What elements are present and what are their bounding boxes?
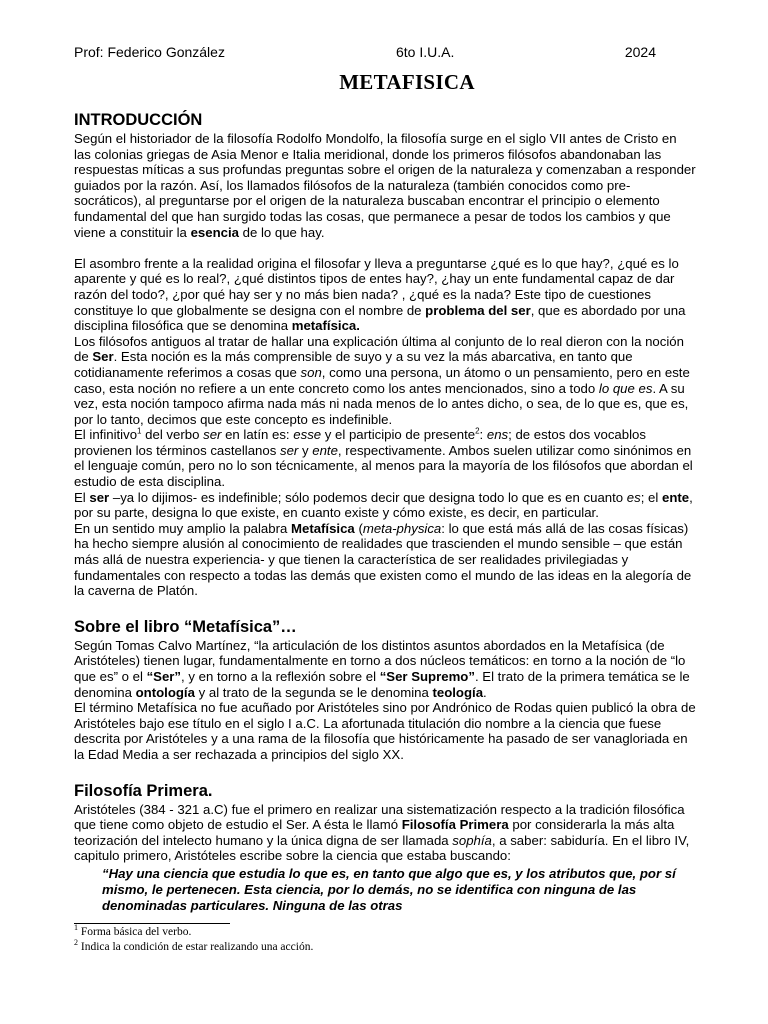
paragraph: El término Metafísica no fue acuñado por Aristóteles sino por Andrónico de Rodas quien publicó la obra de Aristóteles bajo ese título en el siglo I a.C. La afortunada titulación dio nombre a la ciencia que fuese descrita por Aristóteles y a una rama de la filosofía que históricamente ha pasado de ser vanagloriada en la Edad Media a ser rechazada a principios del siglo XX. — [74, 700, 696, 762]
paragraph: Según el historiador de la filosofía Rodolfo Mondolfo, la filosofía surge en el siglo VII antes de Cristo en las colonias griegas de Asia Menor e Italia meridional, donde los primeros filósofos abandonaban las respuestas míticas a sus profundas preguntas sobre el origen de la naturaleza y comenzaban a responder guiados por la razón. Así, los llamados filósofos de la naturaleza (también conocidos como pre-socráticos), al preguntarse por el origen de la naturaleza buscaban encontrar el principio o elemento fundamental del que han surgido todas las cosas, que permanece a pesar de todos los cambios y que viene a constituir la esencia de lo que hay. — [74, 131, 696, 240]
paragraph: El asombro frente a la realidad origina el filosofar y lleva a preguntarse ¿qué es lo que hay?, ¿qué es lo aparente y qué es lo real?, ¿qué distintos tipos de entes hay?, ¿hay un ente fundamental capaz de dar razón del todo?, ¿por qué hay ser y no más bien nada? , ¿qué es la nada? Este tipo de cuestiones constituye lo que globalmente se designa con el nombre de problema del ser, que es abordado por una disciplina filosófica que se denomina metafísica. — [74, 255, 686, 334]
footnote-ref-2[interactable]: 2 — [475, 426, 480, 436]
footnote-divider — [74, 923, 230, 924]
paragraph: Aristóteles (384 - 321 a.C) fue el primero en realizar una sistematización respecto a la tradición filosófica que tiene como objeto de estudio el Ser. A ésta le llamó Filosofía Primera por considerarla la más alta teorización del intelecto humano y la única digna de ser llamada sophía, a saber: sabiduría. En el libro IV, capitulo primero, Aristóteles escribe sobre la ciencia que estaba buscando: — [74, 801, 690, 864]
section-heading-filosofia-primera: Filosofía Primera. — [74, 781, 213, 800]
document-body — [74, 109, 696, 915]
paragraph: El ser –ya lo dijimos- es indefinible; sólo podemos decir que designa todo lo que es en cuanto es; el ente, por su parte, designa lo que existe, en cuanto existe y cómo existe, es decir, en particular. — [74, 489, 693, 521]
paragraph: El infinitivo$^1$ del verbo ser en latín es: esse y el participio de presente$^2$: ens; de estos dos vocablos provienen los términos castellanos ser y ente, respectivamente. Ambos suelen utilizar como sinónimos en el lenguaje común, pero no lo son técnicamente, al menos para la mayoría de los filósofos que abordan el estudio de esta disciplina. — [74, 426, 693, 490]
section-heading-introduccion: INTRODUCCIÓN — [74, 111, 203, 129]
year: 2024 — [624, 44, 656, 60]
page-header — [74, 44, 656, 62]
paragraph: En un sentido muy amplio la palabra Metafísica (meta-physica: lo que está más allá de las cosas físicas) ha hecho siempre alusión al conocimiento de realidades que trascienden el mundo sensible – que están más allá de nuestra experiencia- y que tienen la característica de ser realidades privilegiadas y fundamentales con respecto a todas las demás que existen como el mundo de las ideas en la alegoría de la caverna de Platón. — [74, 520, 692, 599]
paragraph: Los filósofos antiguos al tratar de hallar una explicación última al conjunto de lo real dieron con la noción de Ser. Esta noción es la más comprensible de suyo y a su vez la más abarcativa, en tanto que cotidianamente referimos a cosas que son, como una persona, un átomo o un pensamiento, pero en este caso, esta noción no refiere a un ente concreto como los antes mencionados, sino a todo lo que es. A su vez, esta noción tampoco afirma nada más ni nada menos de lo antes dicho, o sea, de lo que es, que es, por lo tanto, decimos que este concepto es indefinible. — [74, 333, 690, 427]
paragraph: Según Tomas Calvo Martínez, “la articulación de los distintos asuntos abordados en la Metafísica (de Aristóteles) tienen lugar, fundamentalmente en torno a dos núcleos temáticos: en torno a la noción de “lo que es” o el “Ser”, y en torno a la reflexión sobre el “Ser Supremo”. El trato de la primera temática se le denomina ontología y al trato de la segunda se le denomina teología. — [74, 637, 690, 700]
footnote-2: $^2$ Indica la condición de estar realizando una acción. — [74, 938, 314, 953]
professor-name: Prof: Federico González — [74, 44, 225, 60]
document-title: METAFISICA — [339, 70, 475, 94]
footnote-1: $^1$ Forma básica del verbo. — [74, 923, 192, 938]
section-heading-libro-metafisica: Sobre el libro “Metafísica”… — [74, 617, 297, 636]
footnote-ref-1[interactable]: 1 — [137, 426, 142, 436]
footnotes — [74, 925, 313, 955]
course-name: 6to I.U.A. — [396, 44, 455, 60]
block-quote: “Hay una ciencia que estudia lo que es, en tanto que algo que es, y los atributos que, por sí mismo, le pertenecen. Esta ciencia, por lo demás, no se identifica con ninguna de las denominadas particulares. Ninguna de las otras — [102, 865, 676, 914]
